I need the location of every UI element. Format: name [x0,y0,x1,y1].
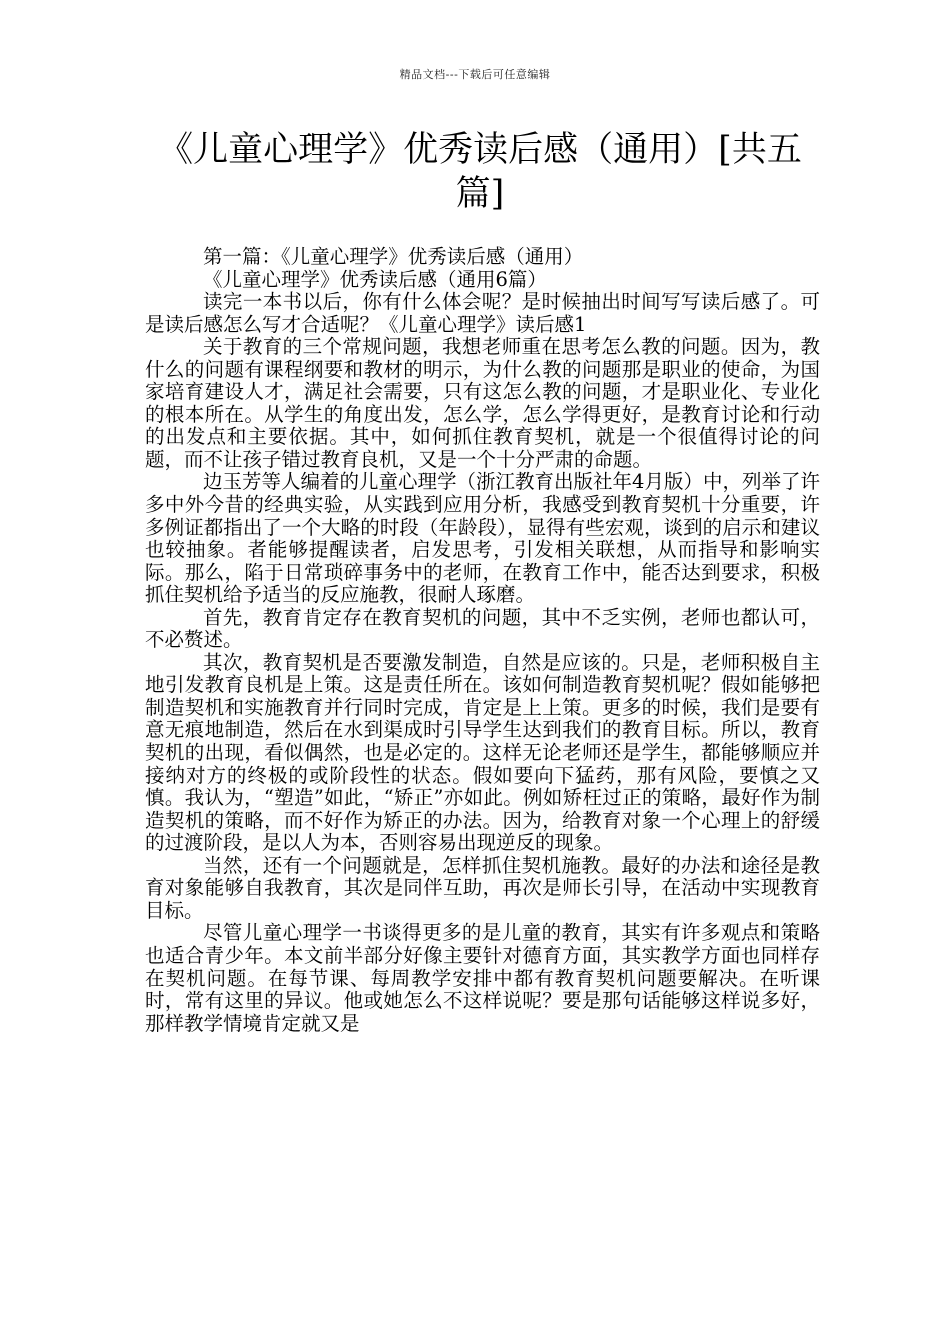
paragraph-1-heading: 第一篇：《儿童心理学》优秀读后感（通用） [203,245,584,268]
paragraph-7: 其次，教育契机是否要激发制造，自然是应该的。只是，老师积极自主地引发教育良机是上策。这是责任所在。该如何制造教育契机呢？假如能够把制造契机和实施教育并行同时完成，肯定是上上策。更多的时候，我们是要有意无痕地制造，然后在水到渠成时引导学生达到我们的教育目标。所以，教育契机的出现，看似偶然，也是必定的。这样无论老师还是学生，都能够顺应并接纳对方的终极的或阶段性的状态。假如要向下猛药，那有风险，要慎之又慎。我认为，“塑造”如此，“矫正”亦如此。例如矫枉过正的策略，最好作为制造契机的策略，而不好作为矫正的办法。因为，给教育对象一个心理上的舒缓的过渡阶段，是以人为本，否则容易出现逆反的现象。 [145,650,820,855]
document-title: 《儿童心理学》优秀读后感（通用）[共五篇] [158,130,802,214]
paragraph-9: 尽管儿童心理学一书谈得更多的是儿童的教育，其实有许多观点和策略也适合青少年。本文前半部分好像主要针对德育方面，其实教学方面也同样存在契机问题。在每节课、每周教学安排中都有教育契机问题要解决。在听课时，常有这里的异议。他或她怎么不这样说呢？要是那句话能够这样说多好，那样教学情境肯定就又是 [145,921,820,1035]
paragraph-8: 当然，还有一个问题就是，怎样抓住契机施教。最好的办法和途径是教育对象能够自我教育，其次是同伴互助，再次是师长引导，在活动中实现教育目标。 [145,853,820,922]
page-header-note: 精品文档---下载后可任意编辑 [399,68,551,81]
paragraph-4: 关于教育的三个常规问题，我想老师重在思考怎么教的问题。因为，教什么的问题有课程纲要和教材的明示，为什么教的问题那是职业的使命，为国家培育建设人才，满足社会需要，只有这怎么教的问题，才是职业化、专业化的根本所在。从学生的角度出发，怎么学，怎么学得更好，是教育讨论和行动的出发点和主要依据。其中，如何抓住教育契机，就是一个很值得讨论的问题，而不让孩子错过教育良机，又是一个十分严肃的命题。 [145,335,820,471]
paragraph-5: 边玉芳等人编着的儿童心理学（浙江教育出版社年4月版）中，列举了许多中外今昔的经典实验，从实践到应用分析，我感受到教育契机十分重要，许多例证都指出了一个大略的时段（年龄段），显得有些宏观，谈到的启示和建议也较抽象。者能够提醒读者，启发思考，引发相关联想，从而指导和影响实际。那么，陷于日常琐碎事务中的老师，在教育工作中，能否达到要求，积极抓住契机给予适当的反应施教，很耐人琢磨。 [145,470,820,607]
paragraph-2-subheading: 《儿童心理学》优秀读后感（通用6篇） [203,267,547,291]
paragraph-3: 读完一本书以后，你有什么体会呢？是时候抽出时间写写读后感了。可是读后感怎么写才合适呢？《儿童心理学》读后感1 [145,290,820,336]
paragraph-6: 首先，教育肯定存在教育契机的问题，其中不乏实例，老师也都认可，不必赘述。 [145,605,820,652]
document-body [145,246,820,1035]
